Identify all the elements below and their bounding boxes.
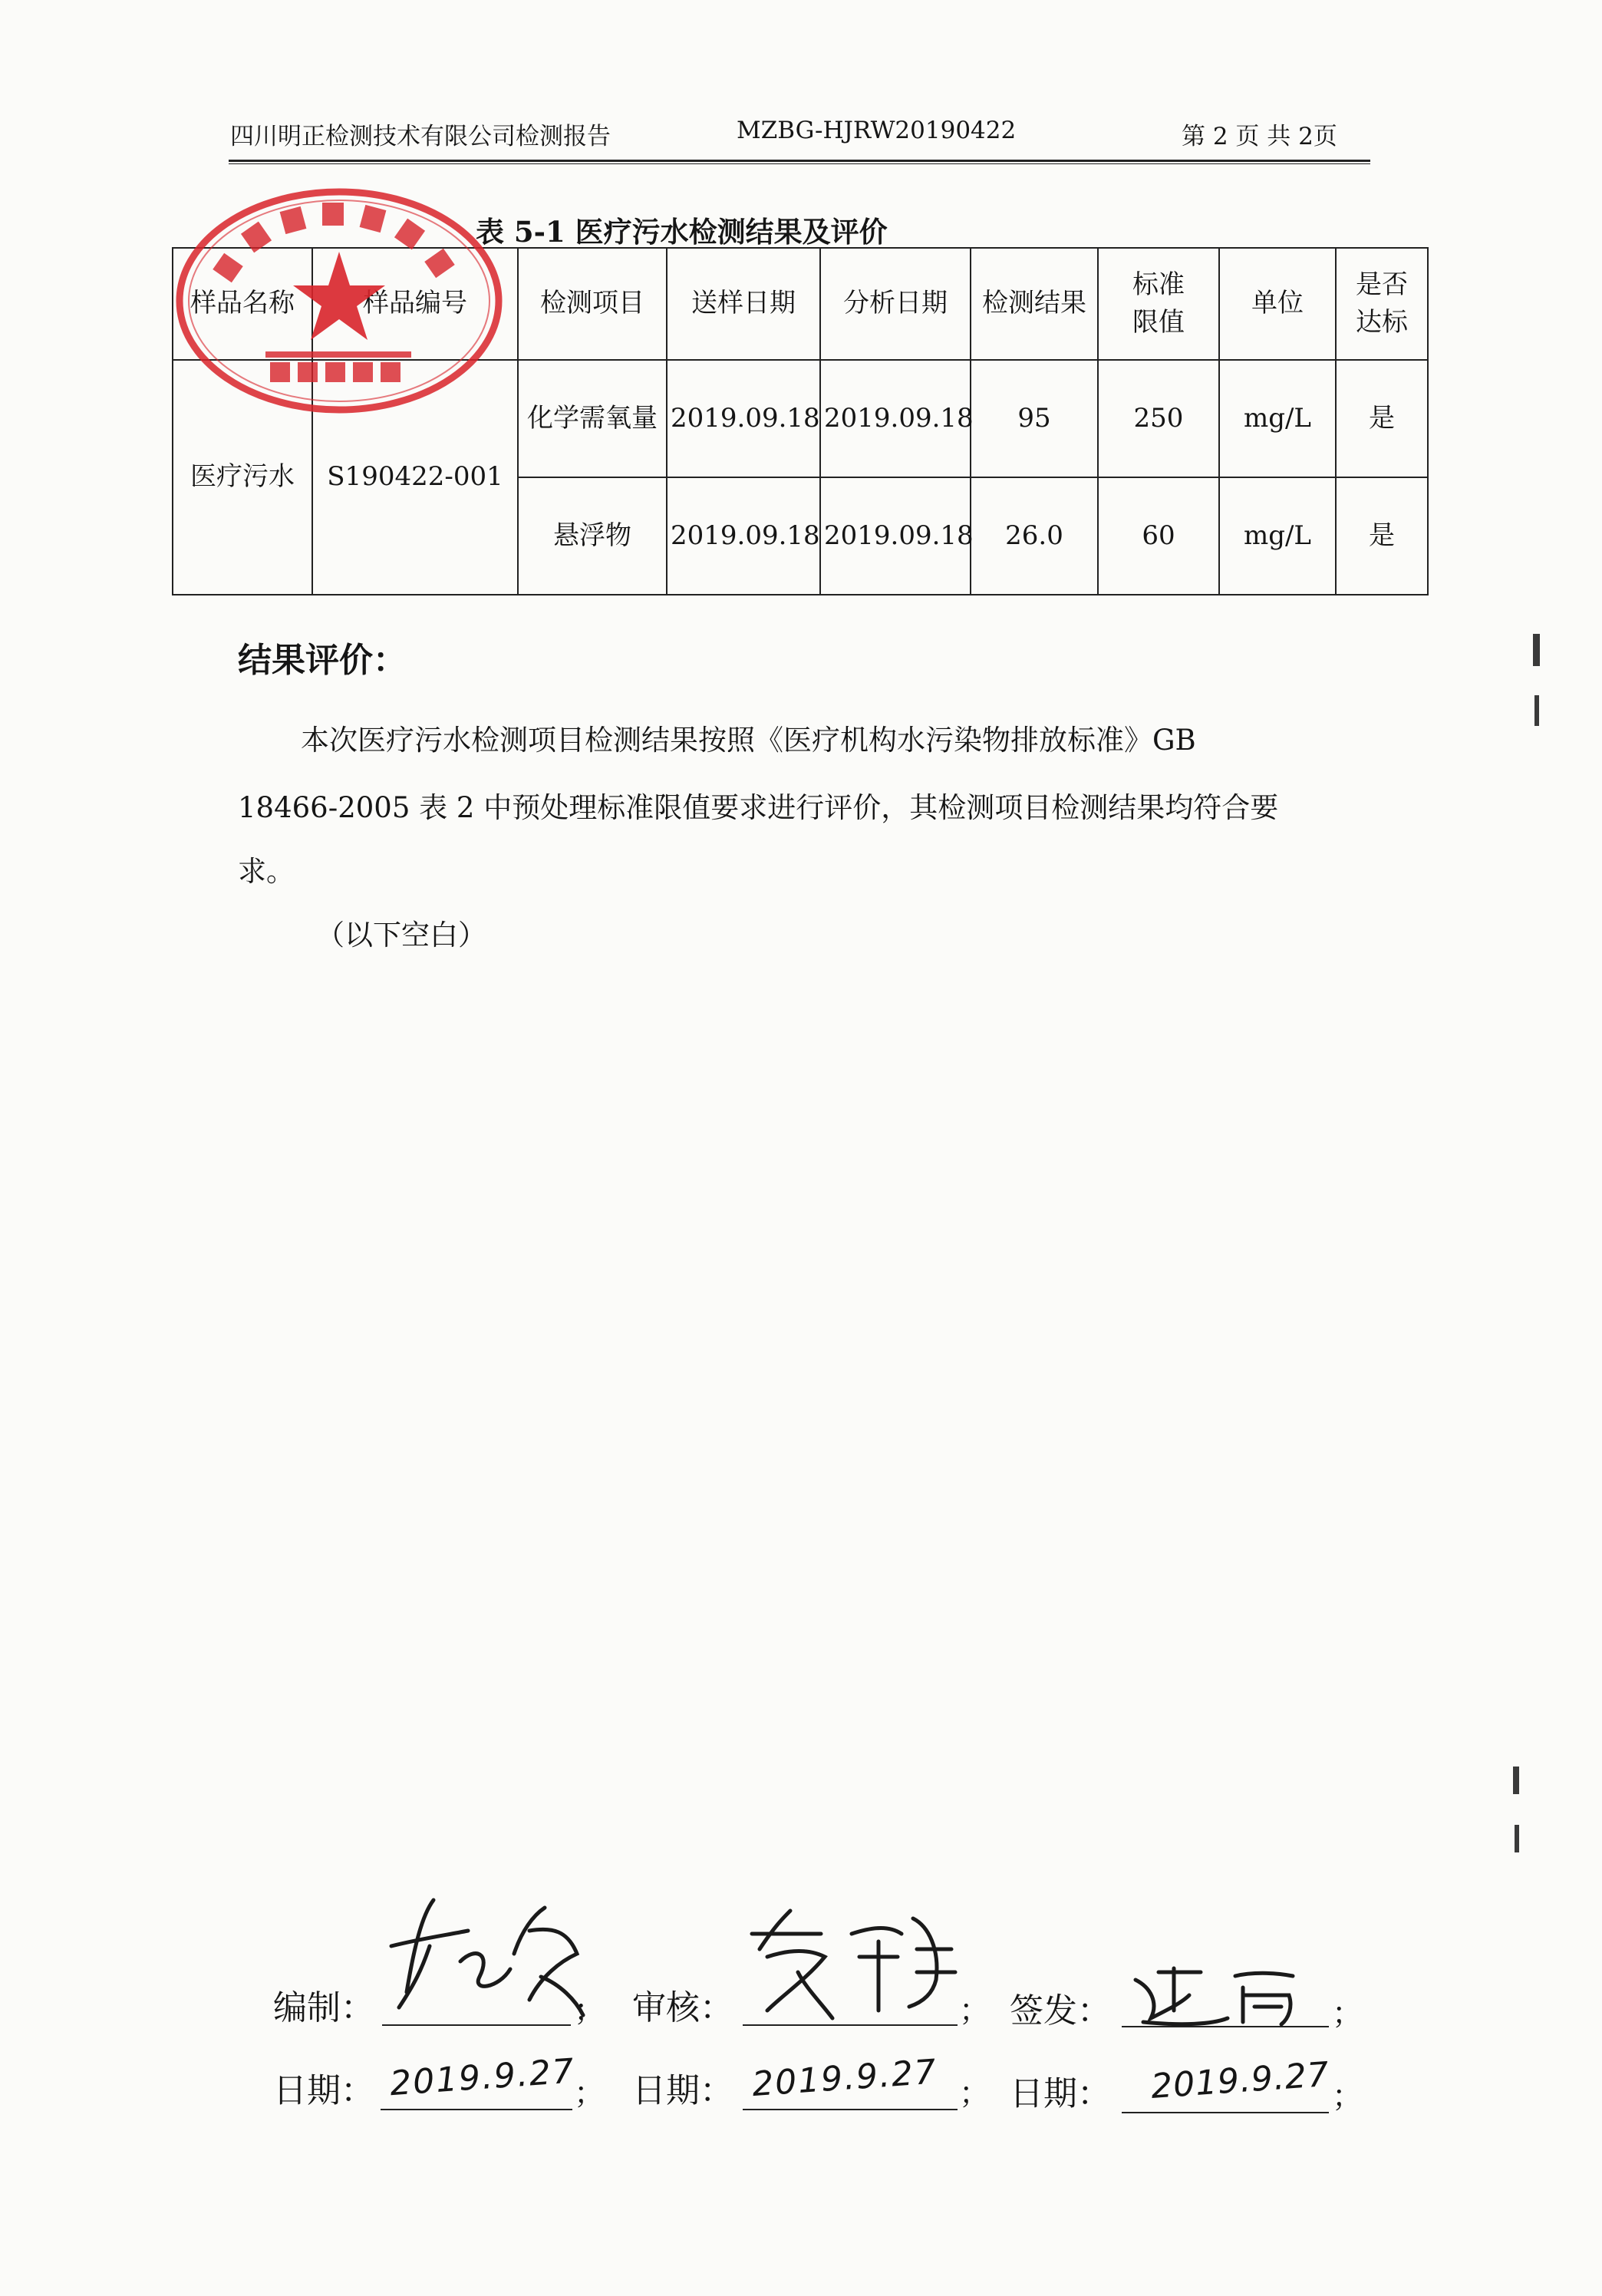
header-compliant [1336,248,1428,360]
row2-send-date: 2019.09.18 [667,477,820,595]
scan-mark [1515,1825,1519,1852]
row2-limit: 60 [1098,477,1219,595]
compile-label: 编制： [273,1988,374,2027]
evaluation-text-line-2: 18466-2005 表 2 中预处理标准限值要求进行评价，其检测项目检测结果均符合要 [238,791,1279,824]
compile-semicolon: ； [574,1993,605,2028]
row1-result: 95 [971,360,1098,477]
row2-compliant: 是 [1336,477,1428,595]
issuer-signature [1128,1964,1327,2034]
compiler-signature [376,1885,598,2030]
row1-compliant: 是 [1336,360,1428,477]
issue-semicolon: ； [1332,1996,1363,2031]
row1-item: 化学需氧量 [518,360,667,477]
company-seal-stamp [170,181,508,419]
review-label: 审核： [632,1988,733,2027]
header-company-report: 四川明正检测技术有限公司检测报告 [230,123,611,150]
date-line-3 [1122,2112,1329,2113]
header-sample-id: 样品编号 [312,248,518,360]
header-unit: 单位 [1219,248,1336,360]
issue-label: 签发： [1010,1991,1111,2030]
header-result: 检测结果 [971,248,1098,360]
row1-unit: mg/L [1219,360,1336,477]
header-limit-text: 标准限值 [1132,269,1185,338]
date-label-2: 日期： [632,2071,733,2110]
date-semicolon-1: ； [574,2076,605,2111]
date-handwritten-1: 2019.9.27 [388,2051,577,2104]
scan-mark [1513,1767,1519,1794]
evaluation-title: 结果评价： [238,641,407,680]
header-compliant-text: 是否达标 [1355,269,1408,338]
date-handwritten-3: 2019.9.27 [1149,2054,1331,2106]
row1-limit: 250 [1098,360,1219,477]
header-report-number: MZBG-HJRW20190422 [737,117,1017,144]
row2-analysis-date: 2019.09.18 [820,477,971,595]
evaluation-text-line-1: 本次医疗污水检测项目检测结果按照《医疗机构水污染物排放标准》GB [301,724,1196,757]
header-send-date: 送样日期 [667,248,820,360]
row1-analysis-date: 2019.09.18 [820,360,971,477]
scan-mark [1533,634,1540,666]
date-handwritten-2: 2019.9.27 [750,2052,939,2105]
sample-name-cell: 医疗污水 [173,360,312,595]
header-rule-thin [229,163,1370,164]
row2-unit: mg/L [1219,477,1336,595]
date-semicolon-2: ； [959,2076,990,2111]
review-semicolon: ； [959,1993,990,2028]
header-limit [1098,248,1219,360]
reviewer-signature [737,1903,967,2026]
sample-id-cell: S190422-001 [312,360,518,595]
row2-item: 悬浮物 [518,477,667,595]
date-semicolon-3: ； [1332,2079,1363,2114]
evaluation-text-line-3: 求。 [238,855,295,888]
row2-result: 26.0 [971,477,1098,595]
date-label-3: 日期： [1010,2074,1111,2113]
blank-below-note: （以下空白） [316,919,486,952]
header-page-info: 第 2 页 共 2页 [1182,123,1337,150]
scan-mark [1534,695,1539,726]
date-line-2 [743,2109,958,2110]
row1-send-date: 2019.09.18 [667,360,820,477]
seal-star-icon [293,252,385,340]
header-sample-name: 样品名称 [173,248,312,360]
table-caption: 表 5-1 医疗污水检测结果及评价 [476,215,888,249]
date-label-1: 日期： [273,2071,374,2110]
header-rule [229,160,1370,162]
date-line-1 [381,2109,572,2110]
header-analysis-date: 分析日期 [820,248,971,360]
header-test-item: 检测项目 [518,248,667,360]
